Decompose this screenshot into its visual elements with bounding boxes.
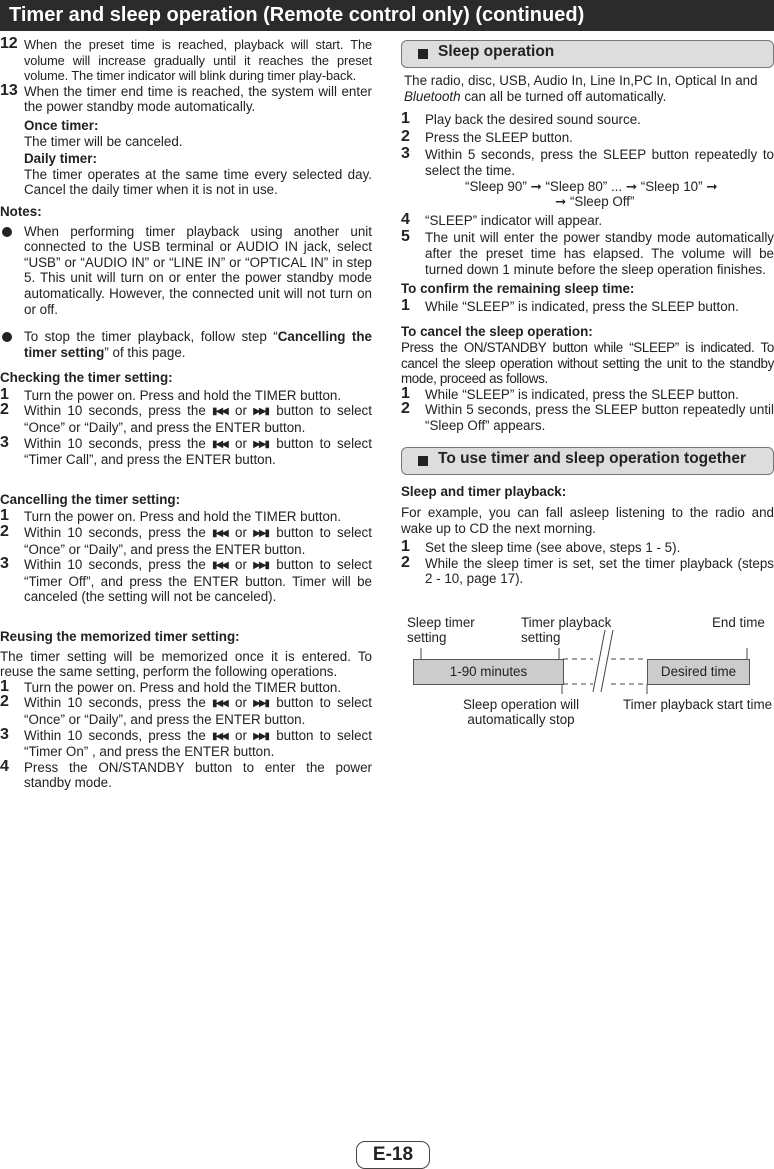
right-column [401,40,774,587]
left-column [0,37,372,791]
timeline-diagram [401,610,774,740]
skip-back-icon: ▮◀◀ [211,528,227,540]
bullet-icon [2,227,12,237]
confirm-step-1: 1 While “SLEEP” is indicated, press the SLEEP button. [401,296,739,314]
check-step-3: 3 Within 10 seconds, press the ▮◀◀ or ▶▶▮ button to select “Timer Call”, and press the ENTER button. [0,433,372,468]
skip-forward-icon: ▶▶▮ [253,438,269,450]
check-step-1: 1 Turn the power on. Press and hold the TIMER button. [0,385,342,403]
reusing-intro: The timer setting will be memorized once it is entered. To reuse the same setting, perform the following operations. [0,648,372,680]
reuse-step-1: 1 Turn the power on. Press and hold the TIMER button. [0,677,342,695]
skip-forward-icon: ▶▶▮ [253,698,269,710]
square-bullet-icon [418,456,428,466]
cancel-sleep-title: To cancel the sleep operation: [401,324,593,340]
cancel-sleep-text: Press the ON/STANDBY button while “SLEEP” is indicated. To cancel the sleep operation without setting the unit to the standby mode, proceed as follows. [401,339,774,387]
skip-forward-icon: ▶▶▮ [253,406,269,418]
skip-back-icon: ▮◀◀ [211,730,227,742]
reusing-title: Reusing the memorized timer setting: [0,629,240,644]
square-bullet-icon [418,49,428,59]
sleep-sequence-line-2: ➞ “Sleep Off” [555,194,635,210]
skip-forward-icon: ▶▶▮ [253,528,269,540]
page-header [0,0,774,31]
sleep-sequence-line-1: “Sleep 90” ➞ “Sleep 80” ... ➞ “Sleep 10” ➞ [465,178,718,194]
cancel-sleep-step-1: 1 While “SLEEP” is indicated, press the SLEEP button. [401,384,739,402]
cancel-step-1: 1 Turn the power on. Press and hold the TIMER button. [0,507,342,525]
skip-back-icon: ▮◀◀ [211,406,227,418]
sleep-operation-section-header: Sleep operation [401,40,774,68]
together-section-header: To use timer and sleep operation together [401,447,774,475]
reuse-step-2: 2 Within 10 seconds, press the ▮◀◀ or ▶▶▮ button to select “Once” or “Daily”, and press the ENTER button. [0,693,372,727]
sleep-duration-bar: 1-90 minutes [413,659,564,685]
sleep-intro: The radio, disc, USB, Audio In, Line In,PC In, Optical In and Bluetooth can all be turned off automatically. [404,73,758,104]
playback-title: Sleep and timer playback: [401,484,567,500]
end-time-label: End time [712,615,765,630]
daily-timer-text: The timer operates at the same time every selected day. Cancel the daily timer when it is not in use. [24,166,372,198]
sleep-step-5: 5 The unit will enter the power standby mode automatically after the preset time has elapsed. The volume will be turned down 1 minute before the sleep operation finishes. [401,228,774,277]
together-step-2: 2 While the sleep timer is set, set the timer playback (steps 2 - 10, page 17). [401,553,774,587]
cancel-step-3: 3 Within 10 seconds, press the ▮◀◀ or ▶▶▮ button to select “Timer Off”, and press the ENTER button. Timer will be canceled (the setting will not be canceled). [0,555,372,605]
reuse-step-3: 3 Within 10 seconds, press the ▮◀◀ or ▶▶▮ button to select “Timer On” , and press the ENTER button. [0,725,372,760]
sleep-step-1: 1 Play back the desired sound source. [401,110,641,128]
skip-back-icon: ▮◀◀ [211,560,227,572]
cancelling-title: Cancelling the timer setting: [0,491,181,507]
once-timer-label: Once timer: [24,117,99,133]
sleep-stop-label: Sleep operation will automatically stop [462,697,580,727]
skip-forward-icon: ▶▶▮ [253,730,269,742]
note-2: To stop the timer playback, follow step “Cancelling the timer setting” of this page. [0,329,372,360]
cancel-step-2: 2 Within 10 seconds, press the ▮◀◀ or ▶▶▮ button to select “Once” or “Daily”, and press the ENTER button. [0,523,372,557]
page-title: Timer and sleep operation (Remote control only) (continued) [9,4,585,26]
bullet-icon [2,332,12,342]
reuse-step-4: 4 Press the ON/STANDBY button to enter the power standby mode. [0,757,372,791]
skip-back-icon: ▮◀◀ [211,438,227,450]
notes-label: Notes: [0,203,42,219]
checking-title: Checking the timer setting: [0,370,173,386]
desired-time-bar: Desired time [647,659,750,685]
once-timer-text: The timer will be canceled. [24,133,183,149]
page-number: E-18 [356,1141,430,1169]
sleep-step-4: 4 “SLEEP” indicator will appear. [401,210,603,228]
cancel-sleep-step-2: 2 Within 5 seconds, press the SLEEP button repeatedly until “Sleep Off” appears. [401,400,774,433]
playback-start-label: Timer playback start time [623,697,773,712]
skip-back-icon: ▮◀◀ [211,698,227,710]
check-step-2: 2 Within 10 seconds, press the ▮◀◀ or ▶▶▮ button to select “Once” or “Daily”, and press the ENTER button. [0,401,372,436]
note-1: When performing timer playback using another unit connected to the USB terminal or AUDIO IN jack, select “USB” or “AUDIO IN” or “LINE IN” or “OPTICAL IN” in step 5. This unit will turn on or enter the power standby mode automatically. However, the connected unit will not turn on or off. [0,224,372,318]
skip-forward-icon: ▶▶▮ [253,560,269,572]
sleep-step-3: 3 Within 5 seconds, press the SLEEP button repeatedly to select the time. [401,145,774,178]
confirm-title: To confirm the remaining sleep time: [401,281,635,297]
step-12: 12 When the preset time is reached, playback will start. The volume will increase gradually until it reaches the preset volume. The timer indicator will blink during timer play-back. [0,35,372,84]
step-13: 13 When the timer end time is reached, the system will enter the power standby mode automatically. [0,81,372,115]
together-step-1: 1 Set the sleep time (see above, steps 1 - 5). [401,538,681,556]
playback-intro: For example, you can fall asleep listening to the radio and wake up to CD the next morning. [401,505,774,536]
timer-playback-setting-label: Timer playback setting [521,615,612,645]
daily-timer-label: Daily timer: [24,151,97,167]
sleep-timer-setting-label: Sleep timer setting [407,615,475,645]
sleep-step-2: 2 Press the SLEEP button. [401,127,573,145]
